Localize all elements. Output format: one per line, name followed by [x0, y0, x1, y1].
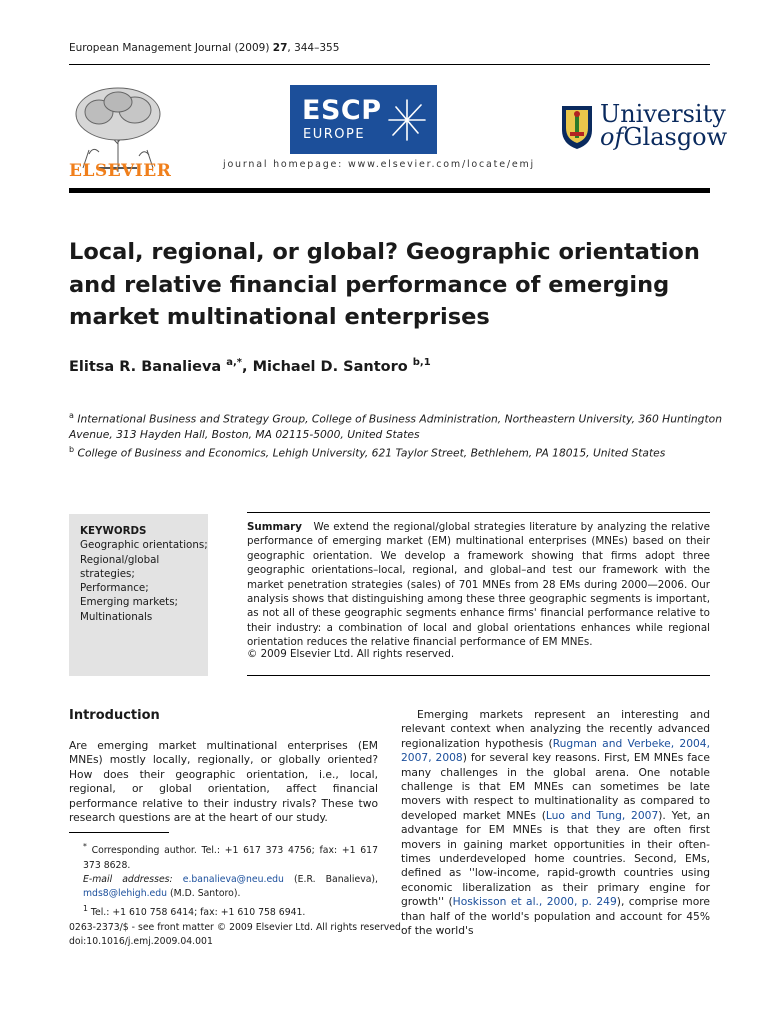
author-separator: , [242, 358, 253, 375]
author-2-marker[interactable]: b,1 [412, 357, 431, 368]
journal-citation [69, 42, 339, 54]
email-owner: (E.R. Banalieva), [283, 873, 378, 885]
summary-copyright: © 2009 Elsevier Ltd. All rights reserved. [247, 648, 455, 660]
citation-link[interactable]: Hoskisson et al., 2000, p. 249 [452, 895, 617, 909]
escp-europe-logo [290, 85, 437, 154]
keywords-heading: KEYWORDS [80, 525, 147, 537]
header-rule [69, 64, 710, 65]
affiliation-a [69, 408, 729, 442]
right-column-text: Emerging markets represent an interesting and relevant context when analyzing the recently advanced regionalization hypothesis ( [401, 708, 710, 750]
author-1-marker[interactable]: a,* [226, 357, 243, 368]
elsevier-wordmark: ELSEVIER [69, 161, 172, 181]
keyword-item: Geographic orientations; [80, 539, 208, 552]
glasgow-logo-line1: University [600, 100, 726, 128]
glasgow-logo-of: of [600, 123, 624, 151]
footnote-rule [69, 832, 169, 833]
affiliation-b-marker: b [69, 444, 75, 454]
right-column-text: ). Yet, an advantage for EM MNEs is that they are often first movers in gaining market opportunities in their often-times underdeveloped home countries. Second, EMs, defined as ''low-income, rapid-growth countries using economic liberalization as their primary engine for growth'' ( [401, 808, 710, 909]
email-link[interactable]: mds8@lehigh.edu [83, 888, 168, 900]
page-footer [69, 921, 404, 948]
keyword-item: Multinationals [80, 610, 153, 623]
escp-logo-line1: ESCP [302, 95, 382, 126]
summary-label: Summary [247, 521, 302, 533]
keyword-item: Emerging markets; [80, 596, 179, 609]
issn-line: 0263-2373/$ - see front matter © 2009 Elsevier Ltd. All rights reserved. [69, 922, 404, 933]
summary-rule-top [247, 512, 710, 513]
footnotes [69, 840, 378, 920]
email-label: E-mail addresses: [83, 873, 173, 885]
right-column-text: ), comprise more than half of the world's population and account for 45% of the world's [401, 895, 710, 938]
author-list [69, 357, 431, 375]
footnote-1-text: Tel.: +1 610 758 6414; fax: +1 610 758 6941. [90, 906, 306, 918]
author-2: Michael D. Santoro [252, 358, 408, 375]
affiliation-b [69, 442, 729, 461]
glasgow-crest-icon [560, 104, 594, 150]
keywords-box [69, 514, 208, 676]
article-title: Local, regional, or global? Geographic orientation and relative financial performance of emerging market multinational enterprises [69, 239, 700, 330]
abstract-summary [247, 520, 710, 650]
footnote-1 [69, 902, 378, 921]
citation-link[interactable]: Rugman and Verbeke, 2004, 2007, 2008 [401, 736, 710, 765]
journal-volume: 27 [272, 42, 288, 54]
summary-rule-bottom [247, 675, 710, 676]
author-1: Elitsa R. Banalieva [69, 358, 222, 375]
journal-citation-prefix: European Management Journal (2009) [69, 42, 273, 54]
glasgow-logo-name: Glasgow [623, 123, 728, 151]
keyword-item: strategies; [80, 567, 135, 580]
escp-logo-line2: EUROPE [303, 127, 366, 142]
glasgow-logo-line2 [600, 123, 727, 151]
affiliation-a-text: International Business and Strategy Group, College of Business Administration, Northeastern University, 360 Huntington Avenue, 313 Hayden Hall, Boston, MA 02115-5000, United States [69, 412, 722, 441]
email-owner: (M.D. Santoro). [167, 888, 241, 900]
doi-line: doi:10.1016/j.emj.2009.04.001 [69, 935, 213, 947]
footnote-corresponding-text: Corresponding author. Tel.: +1 617 373 4756; fax: +1 617 373 8628. [83, 845, 378, 871]
footnote-marker: * [83, 842, 87, 851]
summary-text: We extend the regional/global strategies literature by analyzing the relative performance of emerging market (EM) multinational enterprises (MNEs) based on their geographic orientation. We develop a framework showing that firms adopt three geographic orientations–local, regional, and global–and test our framework with the market penetration strategies (sales) of 701 MNEs from 28 EMs during 2000—2006. Our analysis shows that distinguishing among these three geographic segments is important, as not all of these geographic segments enhance firms' financial performance relative to their industry: a combination of local and global orientations enhances while regional orientation reduces the relative financial performance of EM MNEs. [247, 521, 710, 649]
journal-homepage[interactable]: journal homepage: www.elsevier.com/locate/emj [223, 159, 535, 170]
keyword-item: Regional/global [80, 553, 160, 566]
footnote-corresponding [69, 840, 378, 873]
affiliation-b-text: College of Business and Economics, Lehigh University, 621 Taylor Street, Bethlehem, PA 18015, United States [77, 446, 666, 460]
escp-star-icon [385, 97, 429, 143]
footnote-emails [69, 873, 378, 902]
right-column-paragraph [401, 708, 710, 939]
introduction-paragraph: Are emerging market multinational enterprises (EM MNEs) mostly locally, regionally, or globally oriented? How does their geographic orientation, i.e., local, regional, or global orientation, affect financial performance relative to their industry rivals? These two research questions are at the heart of our study. [69, 739, 378, 825]
affiliation-a-marker: a [69, 411, 74, 420]
email-link[interactable]: e.banalieva@neu.edu [182, 873, 284, 885]
journal-pages: , 344–355 [287, 42, 340, 54]
affiliations [69, 408, 729, 460]
header-rule-thick [69, 188, 710, 193]
keyword-item: Performance; [80, 582, 149, 595]
citation-link[interactable]: Luo and Tung, 2007 [545, 808, 659, 822]
footnote-marker: 1 [83, 903, 88, 913]
right-column-text: ) for several key reasons. First, EM MNEs face many challenges in the global arena. One notable challenge is that EM MNEs can sometimes be late movers with respect to multinationality as compared to developed market MNEs ( [401, 751, 710, 822]
introduction-heading: Introduction [69, 708, 160, 723]
